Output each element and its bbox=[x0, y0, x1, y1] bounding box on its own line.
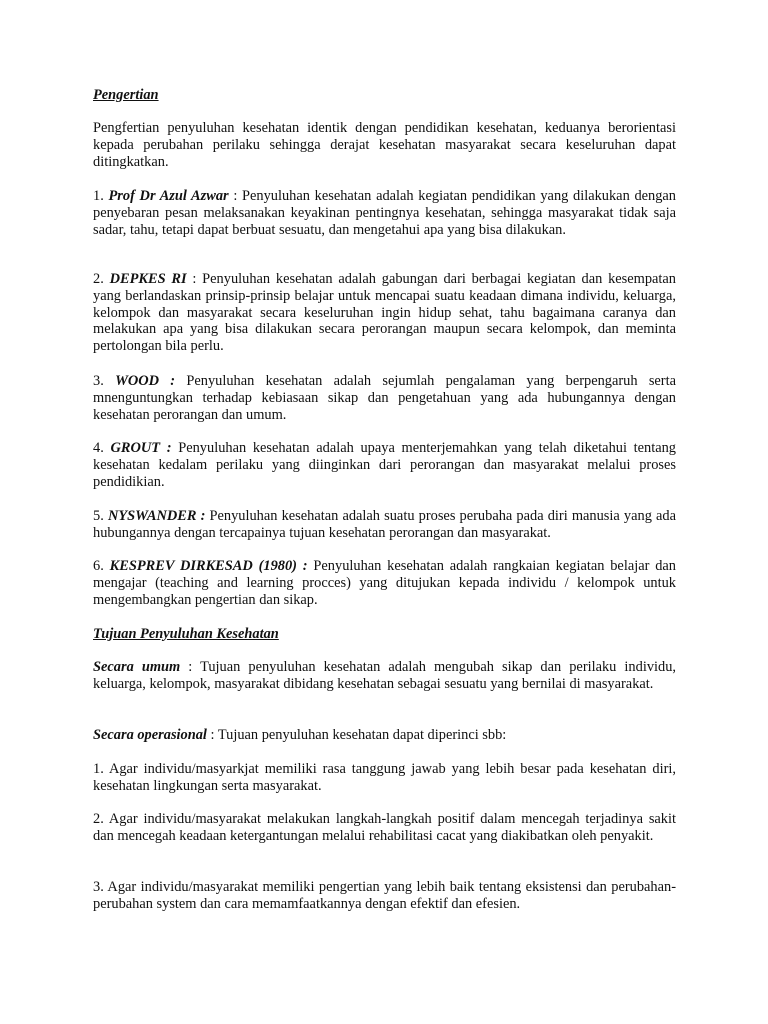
definition-source: GROUT : bbox=[110, 440, 172, 456]
definition-source: NYSWANDER : bbox=[107, 508, 206, 524]
definition-item bbox=[93, 271, 676, 355]
heading-pengertian: Pengertian bbox=[93, 87, 159, 103]
definition-text: Penyuluhan kesehatan adalah upaya menterjemahkan yang telah diketahui tentang kesehatan kedalam perilaku yang diinginkan dari perorangan dan masyarakat melalui proses pendidikian. bbox=[93, 440, 676, 490]
goal-general-label: Secara umum bbox=[93, 659, 181, 675]
definition-source: KESPREV DIRKESAD (1980) : bbox=[109, 558, 308, 574]
separator: : bbox=[206, 727, 218, 743]
definition-text: Penyuluhan kesehatan adalah sejumlah pengalaman yang berpengaruh serta mnenguntungkan terhadap kebiasaan sikap dan pengetahuan yang ada hubungannya dengan kesehatan perorangan dan umum. bbox=[93, 373, 676, 423]
goal-operational-label: Secara operasional bbox=[93, 727, 207, 743]
definition-item bbox=[93, 508, 676, 542]
goal-item: 3. Agar individu/masyarakat memiliki pengertian yang lebih baik tentang eksistensi dan perubahan-perubahan system dan cara memamfaatkannya dengan efektif dan efesien. bbox=[93, 879, 676, 912]
goal-item: 2. Agar individu/masyarakat melakukan langkah-langkah positif dalam mencegah terjadinya sakit dan mencegah keadaan ketergantungan melalui rehabilitasi cacat yang diakibatkan oleh penyakit. bbox=[93, 811, 676, 844]
separator bbox=[175, 373, 186, 389]
item-number: 5. bbox=[93, 508, 108, 524]
definition-text: Penyuluhan kesehatan adalah suatu proses perubaha pada diri manusia yang ada hubungannya dengan tercapainya tujuan kesehatan perorangan dan masyarakat. bbox=[93, 508, 677, 541]
definition-item bbox=[93, 188, 676, 238]
definition-source: DEPKES RI bbox=[109, 271, 187, 287]
item-number: 6. bbox=[93, 558, 110, 574]
heading-tujuan: Tujuan Penyuluhan Kesehatan bbox=[93, 626, 279, 642]
goal-general bbox=[93, 659, 676, 693]
definition-item bbox=[93, 373, 676, 423]
goal-operational-text: Tujuan penyuluhan kesehatan dapat diperinci sbb: bbox=[217, 727, 507, 743]
definition-source: Prof Dr Azul Azwar bbox=[108, 188, 229, 204]
item-number: 2. bbox=[93, 271, 110, 287]
item-number: 1. bbox=[93, 188, 109, 204]
separator: : bbox=[186, 271, 203, 287]
definition-text: Penyuluhan kesehatan adalah kegiatan pendidikan yang dilakukan dengan penyebaran pesan melaksanakan keyakinan pentingnya kesehatan, sehingga masyarakat tidak saja sadar, tahu, tetapi dapat berbuat sesuatu, dan mengetahui apa yang bisa dilakukan. bbox=[93, 188, 677, 238]
goal-item: 1. Agar individu/masyarkjat memiliki rasa tanggung jawab yang lebih besar pada kesehatan diri, kesehatan lingkungan serta masyarakat. bbox=[93, 761, 676, 794]
definition-item bbox=[93, 558, 676, 608]
separator: : bbox=[228, 188, 243, 204]
definition-source: WOOD : bbox=[115, 373, 176, 389]
goal-operational bbox=[93, 727, 676, 744]
item-number: 4. bbox=[93, 440, 111, 456]
item-number: 3. bbox=[93, 373, 116, 389]
goal-general-text: Tujuan penyuluhan kesehatan adalah mengubah sikap dan perilaku individu, keluarga, kelompok, masyarakat dibidang kesehatan sebagai sesuatu yang bernilai di masyarakat. bbox=[93, 659, 677, 692]
definition-text: Penyuluhan kesehatan adalah gabungan dari berbagai kegiatan dan kesempatan yang berlandaskan prinsip-prinsip belajar untuk mencapai suatu keadaan dimana individu, keluarga, kelompok dan masyarakat secara keseluruhan ingin hidup sehat, tahu bagaimana caranya dan melakukan apa yang bisa dilakukan secara perorangan maupun secara kelompok, dan meminta pertolongan bila perlu. bbox=[93, 271, 677, 355]
definition-item bbox=[93, 440, 676, 490]
definition-text: Penyuluhan kesehatan adalah rangkaian kegiatan belajar dan mengajar (teaching and learning procces) yang ditujukan kepada individu / kelompok untuk mengembangkan pengertian dan sikap. bbox=[93, 558, 676, 608]
separator: : bbox=[180, 659, 201, 675]
intro-paragraph: Pengfertian penyuluhan kesehatan identik dengan pendidikan kesehatan, keduanya berorientasi kepada perubahan perilaku sehingga derajat kesehatan masyarakat secara keseluruhan dapat ditingkatkan. bbox=[93, 120, 676, 170]
